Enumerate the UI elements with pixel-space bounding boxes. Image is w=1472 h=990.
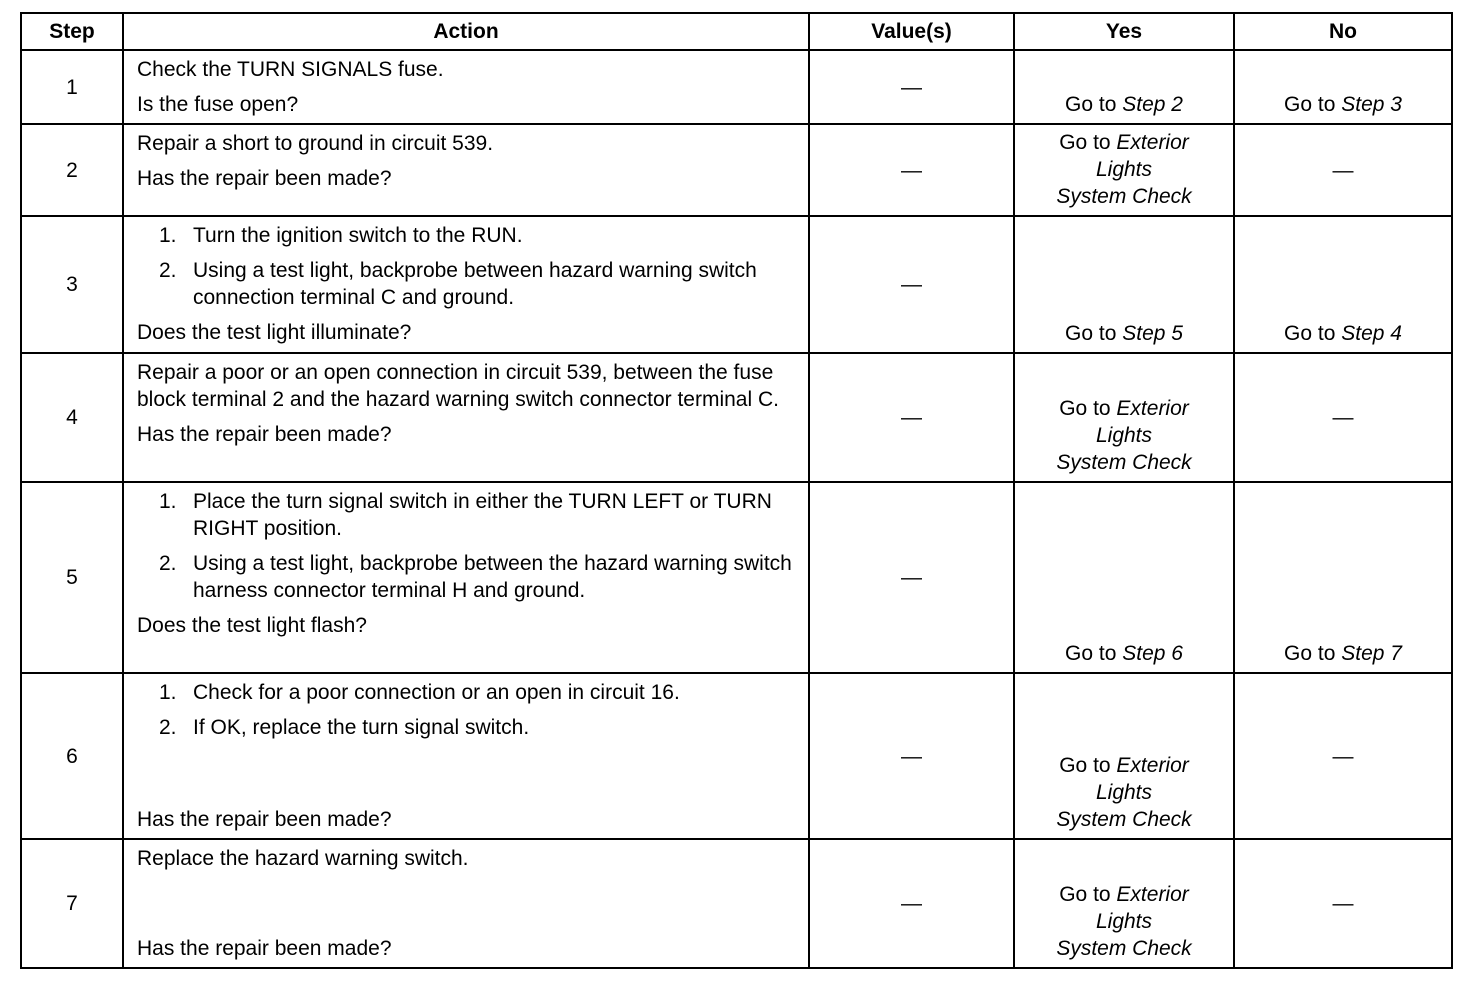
no-cell: —	[1234, 839, 1452, 968]
substep-text: Using a test light, backprobe between the hazard warning switch harness connector terminal H and ground.	[193, 552, 792, 602]
yes-ref: Exterior	[1116, 883, 1189, 906]
action-text: Replace the hazard warning switch.	[137, 847, 469, 870]
header-row	[21, 13, 1452, 50]
substep-text: If OK, replace the turn signal switch.	[193, 716, 530, 739]
substep-number: 2.	[159, 716, 177, 739]
substep-list	[137, 488, 796, 604]
value-cell: —	[809, 50, 1014, 124]
substep-text: Using a test light, backprobe between hazard warning switch connection terminal C and ground.	[193, 259, 757, 309]
yes-ref: Lights	[1095, 424, 1153, 447]
yes-ref: Lights	[1095, 910, 1153, 933]
action-question: Has the repair been made?	[137, 423, 392, 446]
value-cell: —	[809, 482, 1014, 673]
step-number: 1	[21, 50, 123, 124]
substep-text: Check for a poor connection or an open in circuit 16.	[193, 681, 680, 704]
table-row	[21, 839, 1452, 968]
table-row	[21, 124, 1452, 216]
yes-cell	[1014, 673, 1234, 839]
action-text: Repair a poor or an open connection in circuit 539, between the fuse block terminal 2 and the hazard warning switch connector terminal C.	[137, 361, 779, 411]
value-cell: —	[809, 216, 1014, 353]
action-question: Does the test light illuminate?	[137, 321, 412, 344]
yes-ref: Exterior	[1116, 131, 1189, 154]
substep-item	[137, 222, 796, 249]
yes-ref: Exterior	[1116, 754, 1189, 777]
action-question: Has the repair been made?	[137, 937, 392, 960]
action-cell	[123, 353, 809, 482]
action-cell	[123, 50, 809, 124]
no-cell: —	[1234, 124, 1452, 216]
no-cell: —	[1234, 673, 1452, 839]
yes-cell	[1014, 124, 1234, 216]
value-cell: —	[809, 353, 1014, 482]
yes-ref: System Check	[1056, 937, 1192, 960]
no-ref: Step 4	[1341, 322, 1402, 345]
step-number: 5	[21, 482, 123, 673]
substep-number: 1.	[159, 490, 177, 513]
yes-cell	[1014, 839, 1234, 968]
substep-list	[137, 222, 796, 311]
substep-number: 1.	[159, 681, 177, 704]
substep-text: Place the turn signal switch in either the TURN LEFT or TURN RIGHT position.	[193, 490, 772, 540]
action-cell	[123, 673, 809, 839]
yes-ref: Step 5	[1122, 322, 1183, 345]
yes-prefix: Go to	[1065, 642, 1123, 665]
no-prefix: Go to	[1284, 93, 1342, 116]
step-number: 3	[21, 216, 123, 353]
action-question: Has the repair been made?	[137, 808, 392, 831]
table-row	[21, 216, 1452, 353]
table-row	[21, 673, 1452, 839]
yes-prefix: Go to	[1059, 397, 1117, 420]
substep-item	[137, 257, 796, 311]
yes-cell	[1014, 216, 1234, 353]
substep-number: 2.	[159, 259, 177, 282]
yes-prefix: Go to	[1059, 883, 1117, 906]
substep-list	[137, 679, 796, 749]
action-question: Has the repair been made?	[137, 167, 392, 190]
header-step: Step	[21, 13, 123, 50]
yes-cell	[1014, 50, 1234, 124]
action-text: Repair a short to ground in circuit 539.	[137, 132, 494, 155]
no-cell	[1234, 216, 1452, 353]
action-cell	[123, 124, 809, 216]
step-number: 6	[21, 673, 123, 839]
yes-cell	[1014, 482, 1234, 673]
action-cell	[123, 216, 809, 353]
header-no: No	[1234, 13, 1452, 50]
action-cell	[123, 482, 809, 673]
value-cell: —	[809, 673, 1014, 839]
header-yes: Yes	[1014, 13, 1234, 50]
no-cell	[1234, 50, 1452, 124]
step-number: 2	[21, 124, 123, 216]
yes-prefix: Go to	[1059, 754, 1117, 777]
action-question: Is the fuse open?	[137, 93, 299, 116]
action-cell	[123, 839, 809, 968]
substep-number: 1.	[159, 224, 177, 247]
yes-ref: System Check	[1056, 451, 1192, 474]
table-row	[21, 50, 1452, 124]
yes-prefix: Go to	[1065, 93, 1123, 116]
table-row	[21, 353, 1452, 482]
yes-ref: Lights	[1095, 158, 1153, 181]
no-ref: Step 7	[1341, 642, 1402, 665]
yes-ref: System Check	[1056, 185, 1192, 208]
substep-item	[137, 714, 796, 741]
yes-ref: Step 6	[1122, 642, 1183, 665]
header-values: Value(s)	[809, 13, 1014, 50]
no-cell: —	[1234, 353, 1452, 482]
diagnostic-table	[20, 12, 1453, 969]
yes-ref: Lights	[1095, 781, 1153, 804]
action-question: Does the test light flash?	[137, 614, 367, 637]
substep-item	[137, 550, 796, 604]
yes-prefix: Go to	[1065, 322, 1123, 345]
step-number: 7	[21, 839, 123, 968]
value-cell: —	[809, 839, 1014, 968]
substep-text: Turn the ignition switch to the RUN.	[193, 224, 523, 247]
yes-cell	[1014, 353, 1234, 482]
header-action: Action	[123, 13, 809, 50]
table-row	[21, 482, 1452, 673]
value-cell: —	[809, 124, 1014, 216]
substep-number: 2.	[159, 552, 177, 575]
no-ref: Step 3	[1341, 93, 1402, 116]
substep-item	[137, 488, 796, 542]
yes-ref: Exterior	[1116, 397, 1189, 420]
yes-ref: Step 2	[1122, 93, 1183, 116]
no-prefix: Go to	[1284, 322, 1342, 345]
no-cell	[1234, 482, 1452, 673]
action-text: Check the TURN SIGNALS fuse.	[137, 58, 444, 81]
yes-prefix: Go to	[1059, 131, 1117, 154]
step-number: 4	[21, 353, 123, 482]
yes-ref: System Check	[1056, 808, 1192, 831]
substep-item	[137, 679, 796, 706]
no-prefix: Go to	[1284, 642, 1342, 665]
